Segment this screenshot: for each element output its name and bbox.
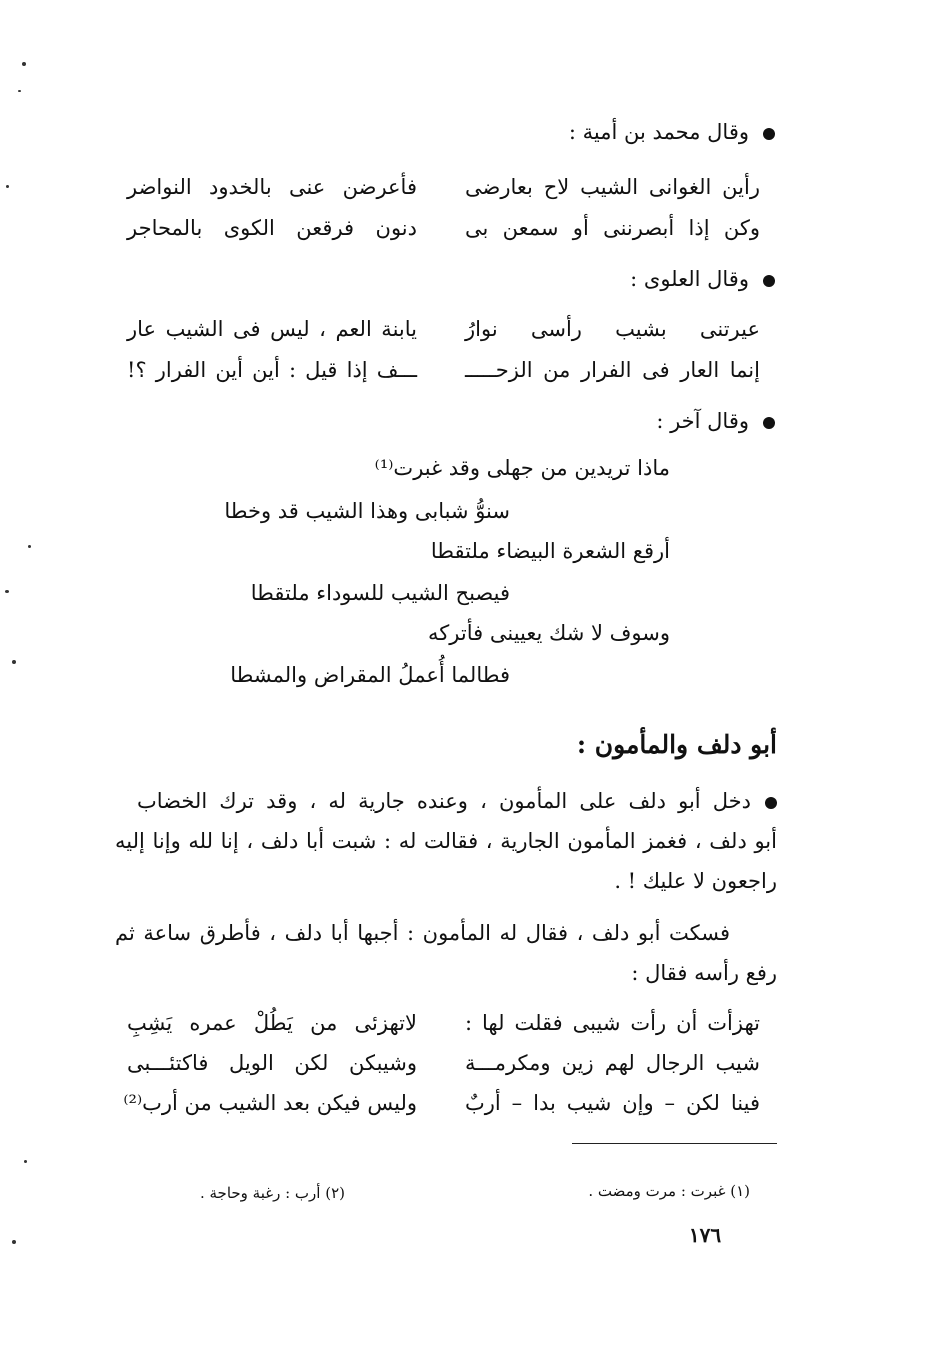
- footnote-2: (٢) أرب : رغبة وحاجة .: [199, 1184, 345, 1202]
- verse-hemistich-second: لاتهزئى من يَطُلْ عمره يَشِبِ: [127, 1011, 417, 1035]
- poem-line: ماذا تريدين من جهلى وقد غبرت⁽¹⁾: [374, 456, 670, 480]
- paragraph-line: أبو دلف ، فغمز المأمون الجارية ، فقالت له : شبت أبا دلف ، إنا لله وإنا إليه: [115, 829, 777, 853]
- scan-speck: [12, 660, 16, 664]
- bullet-icon: [763, 275, 775, 287]
- scan-speck: [24, 1160, 27, 1163]
- verse-hemistich-second: يابنة العم ، ليس فى الشيب عار: [127, 317, 417, 341]
- section-title: أبو دلف والمأمون :: [576, 730, 777, 759]
- poem-line: سنوُّ شبابى وهذا الشيب قد وخطا: [224, 499, 510, 523]
- verse-hemistich-second: وشيبكن لكن الويل فاكتئـــبى: [127, 1051, 417, 1075]
- poem-line: فطالما أُعملُ المقراض والمشطا: [230, 663, 510, 687]
- scan-speck: [22, 62, 26, 66]
- verse-hemistich-first: عيرتنى بشيب رأسى نوارُ: [465, 317, 760, 341]
- verse-hemistich-second: وليس فيكن بعد الشيب من أرب⁽²⁾: [123, 1091, 417, 1115]
- poem-line: أرقع الشعرة البيضاء ملتقطا: [430, 539, 670, 563]
- paragraph-line: دخل أبو دلف على المأمون ، وعنده جارية له ، وقد ترك الخضاب: [137, 786, 777, 816]
- verse-hemistich-first: إنما العار فى الفرار من الزحـــــ: [465, 358, 760, 382]
- scan-speck: [12, 1240, 16, 1244]
- poem-intro-2: وقال العلوى :: [630, 264, 775, 294]
- paragraph-line: رفع رأسه فقال :: [631, 961, 777, 985]
- verse-hemistich-first: وكن إذا أبصرننى أو سمعن بى: [465, 216, 760, 240]
- verse-hemistich-first: فينا لكن – وإن شيب بدا – أربٌ: [465, 1091, 760, 1115]
- bullet-icon: [763, 417, 775, 429]
- page-number: ١٧٦: [688, 1223, 722, 1247]
- paragraph-line: راجعون لا عليك ! .: [614, 869, 777, 893]
- paragraph-line: فسكت أبو دلف ، فقال له المأمون : أجبها أبا دلف ، فأطرق ساعة ثم: [115, 921, 730, 945]
- verse-hemistich-second: دنون فرقعن الكوى بالمحاجر: [127, 216, 417, 240]
- poem-intro-3: وقال آخر :: [656, 406, 775, 436]
- poem-intro-1: وقال محمد بن أمية :: [569, 117, 775, 147]
- bullet-icon: [765, 797, 777, 809]
- footnote-1: (١) غبرت : مرت ومضت .: [588, 1182, 750, 1200]
- scan-speck: [5, 590, 9, 593]
- poem-line: فيصبح الشيب للسوداء ملتقطا: [250, 581, 510, 605]
- verse-hemistich-second: ـــف إذا قيل : أين أين الفرار ؟!: [127, 358, 417, 382]
- verse-hemistich-first: شيب الرجال لهم زين ومكرمـــة: [465, 1051, 760, 1075]
- scan-speck: [28, 545, 31, 548]
- verse-hemistich-first: تهزأت أن رأت شيبى فقلت لها :: [465, 1011, 760, 1035]
- verse-hemistich-second: فأعرضن عنى بالخدود النواضر: [127, 175, 417, 199]
- scan-speck: [18, 90, 21, 92]
- scan-speck: [6, 185, 9, 188]
- footnote-rule: [572, 1143, 777, 1144]
- bullet-icon: [763, 128, 775, 140]
- poem-line: وسوف لا شك يعيينى فأتركه: [428, 621, 670, 645]
- verse-hemistich-first: رأين الغوانى الشيب لاح بعارضى: [465, 175, 760, 199]
